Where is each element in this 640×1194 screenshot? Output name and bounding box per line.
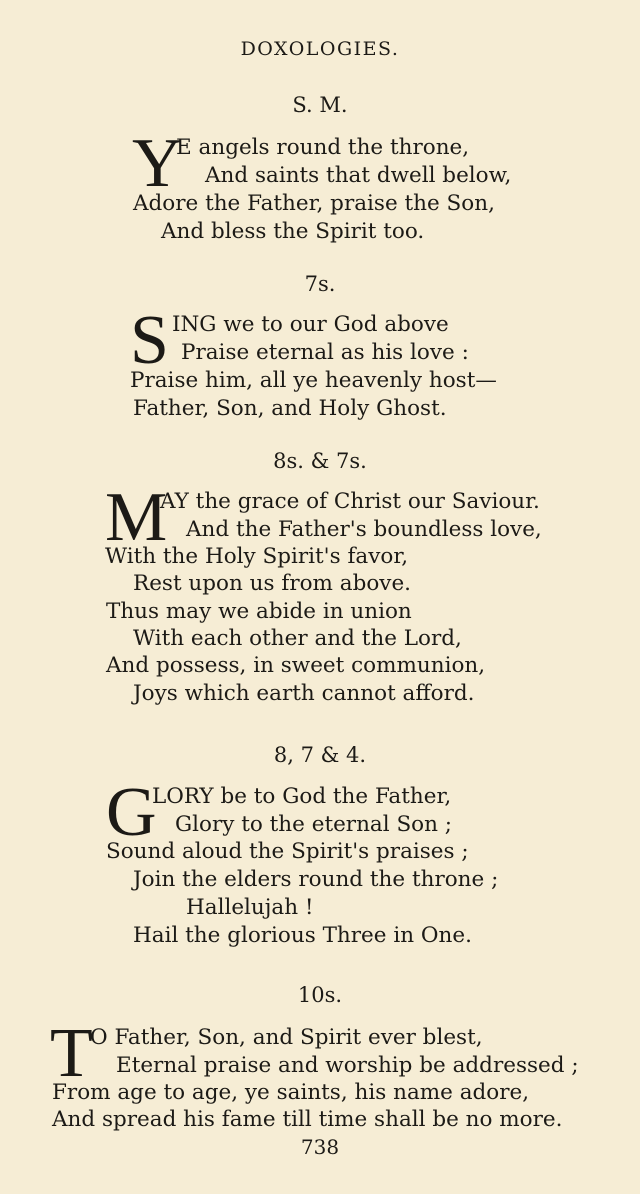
verse-line: Thus may we abide in union [106, 599, 412, 624]
page-number: 738 [300, 1135, 340, 1159]
meter-heading: 7s. [304, 272, 336, 296]
verse-line: Hallelujah ! [186, 895, 314, 920]
verse-line: Adore the Father, praise the Son, [133, 191, 495, 216]
meter-heading: 8s. & 7s. [273, 449, 367, 473]
drop-cap: Y [132, 125, 183, 202]
meter-heading: 8, 7 & 4. [273, 743, 367, 767]
verse-line: From age to age, ye saints, his name adore, [52, 1080, 530, 1105]
verse-line: And bless the Spirit too. [161, 219, 425, 244]
drop-cap: M [105, 479, 168, 556]
verse-line: Father, Son, and Holy Ghost. [133, 396, 447, 421]
meter-heading: 10s. [297, 983, 343, 1007]
verse-line: E angels round the throne, [176, 135, 470, 160]
verse-line: Eternal praise and worship be addressed ; [116, 1053, 579, 1078]
page-title: DOXOLOGIES. [240, 38, 400, 60]
verse-line: And spread his fame till time shall be no more. [52, 1107, 563, 1132]
verse-line: And the Father's boundless love, [186, 517, 542, 542]
verse-line: Praise him, all ye heavenly host— [130, 368, 497, 393]
drop-cap: G [106, 774, 157, 851]
drop-cap: T [50, 1015, 93, 1092]
verse-line: Glory to the eternal Son ; [175, 812, 453, 837]
verse-line: ING we to our God above [172, 312, 449, 337]
verse-line: Joys which earth cannot afford. [133, 681, 475, 706]
verse-line: O Father, Son, and Spirit ever blest, [90, 1025, 483, 1050]
drop-cap: S [130, 302, 169, 379]
verse-line: AY the grace of Christ our Saviour. [160, 489, 540, 514]
verse-line: Hail the glorious Three in One. [133, 923, 472, 948]
verse-line: And possess, in sweet communion, [106, 653, 486, 678]
verse-line: Join the elders round the throne ; [133, 867, 499, 892]
verse-line: And saints that dwell below, [205, 163, 512, 188]
verse-line: With each other and the Lord, [133, 626, 462, 651]
verse-line: LORY be to God the Father, [152, 784, 452, 809]
verse-line: Sound aloud the Spirit's praises ; [106, 839, 469, 864]
verse-line: With the Holy Spirit's favor, [105, 544, 409, 569]
verse-line: Rest upon us from above. [133, 571, 411, 596]
verse-line: Praise eternal as his love : [181, 340, 469, 365]
meter-heading: S. M. [292, 93, 348, 117]
